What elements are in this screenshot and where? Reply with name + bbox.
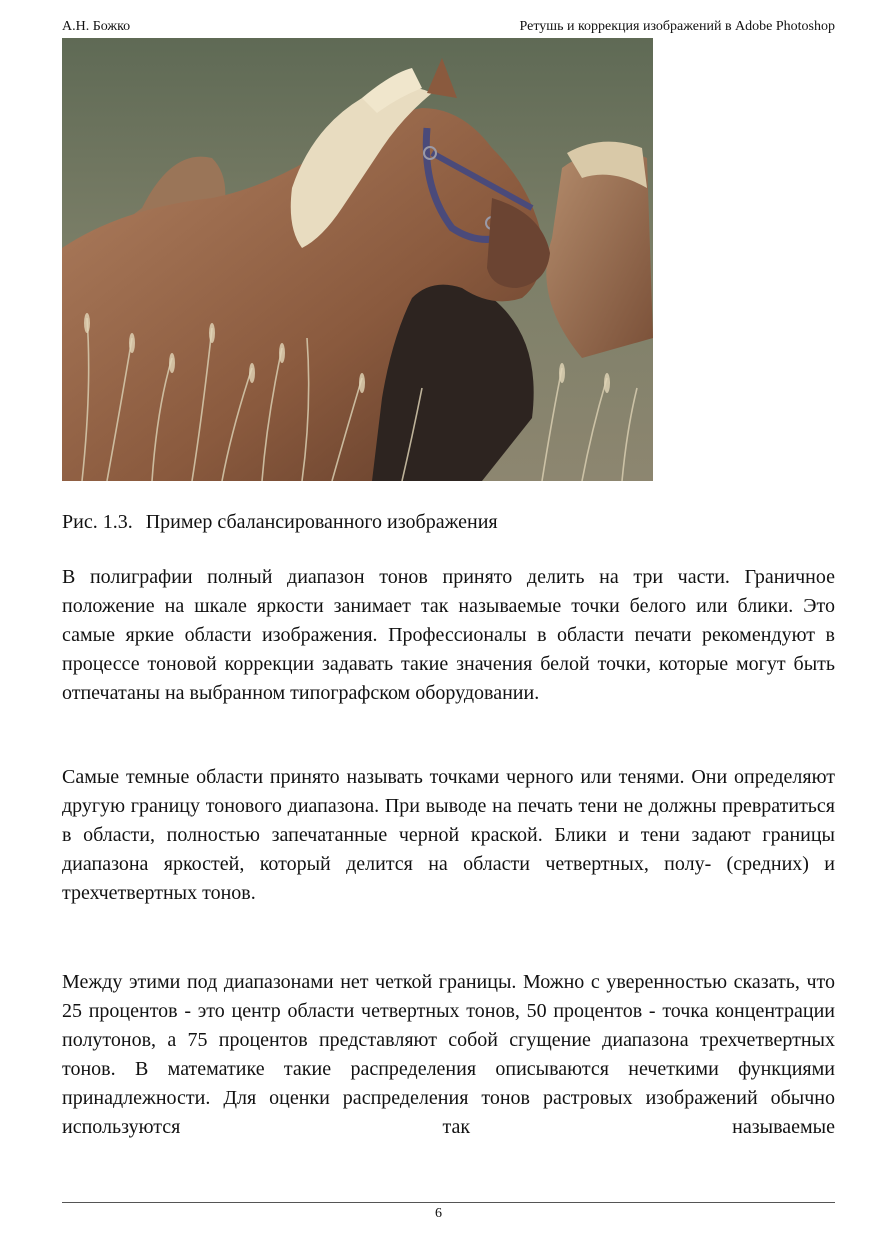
horses-photo-illustration: [62, 38, 653, 481]
paragraph-3: Между этими под диапазонами нет четкой границы. Можно с уверенностью сказать, что 25 процентов - это центр области четвертных тонов, 50 процентов - точка концентрации полутонов, а 75 процентов представляют собой сгущение диапазона трехчетвертных тонов. В математике такие распределения описываются нечеткими функциями принадлежности. Для оценки распределения тонов растровых изображений обычно используются так называемые: [62, 971, 835, 1138]
figure-caption-text: Пример сбалансированного изображения: [145, 511, 498, 533]
paragraph-2: Самые темные области принято называть точками черного или тенями. Они определяют другую границу тонового диапазона. При выводе на печать тени не должны превратиться в области, полностью запечатанные черной краской. Блики и тени задают границы диапазона яркостей, который делится на области четвертных, полу- (средних) и трехчетвертных тонов.: [62, 766, 835, 904]
page-header: [62, 17, 835, 37]
header-book-title: Ретушь и коррекция изображений в Adobe Photoshop: [519, 19, 835, 34]
header-author: А.Н. Божко: [62, 19, 131, 34]
figure-horses-photo: [62, 38, 653, 481]
footer-divider: [62, 1202, 835, 1203]
page-number: 6: [435, 1206, 442, 1221]
paragraph-1: В полиграфии полный диапазон тонов принято делить на три части. Граничное положение на шкале яркости занимает так называемые точки белого или блики. Это самые яркие области изображения. Профессионалы в области печати рекомендуют в процессе тоновой коррекции задавать такие значения белой точки, которые могут быть отпечатаны на выбранном типографском оборудовании.: [62, 566, 835, 704]
figure-caption-number: Рис. 1.3.: [62, 511, 133, 533]
figure-caption: [62, 508, 498, 536]
